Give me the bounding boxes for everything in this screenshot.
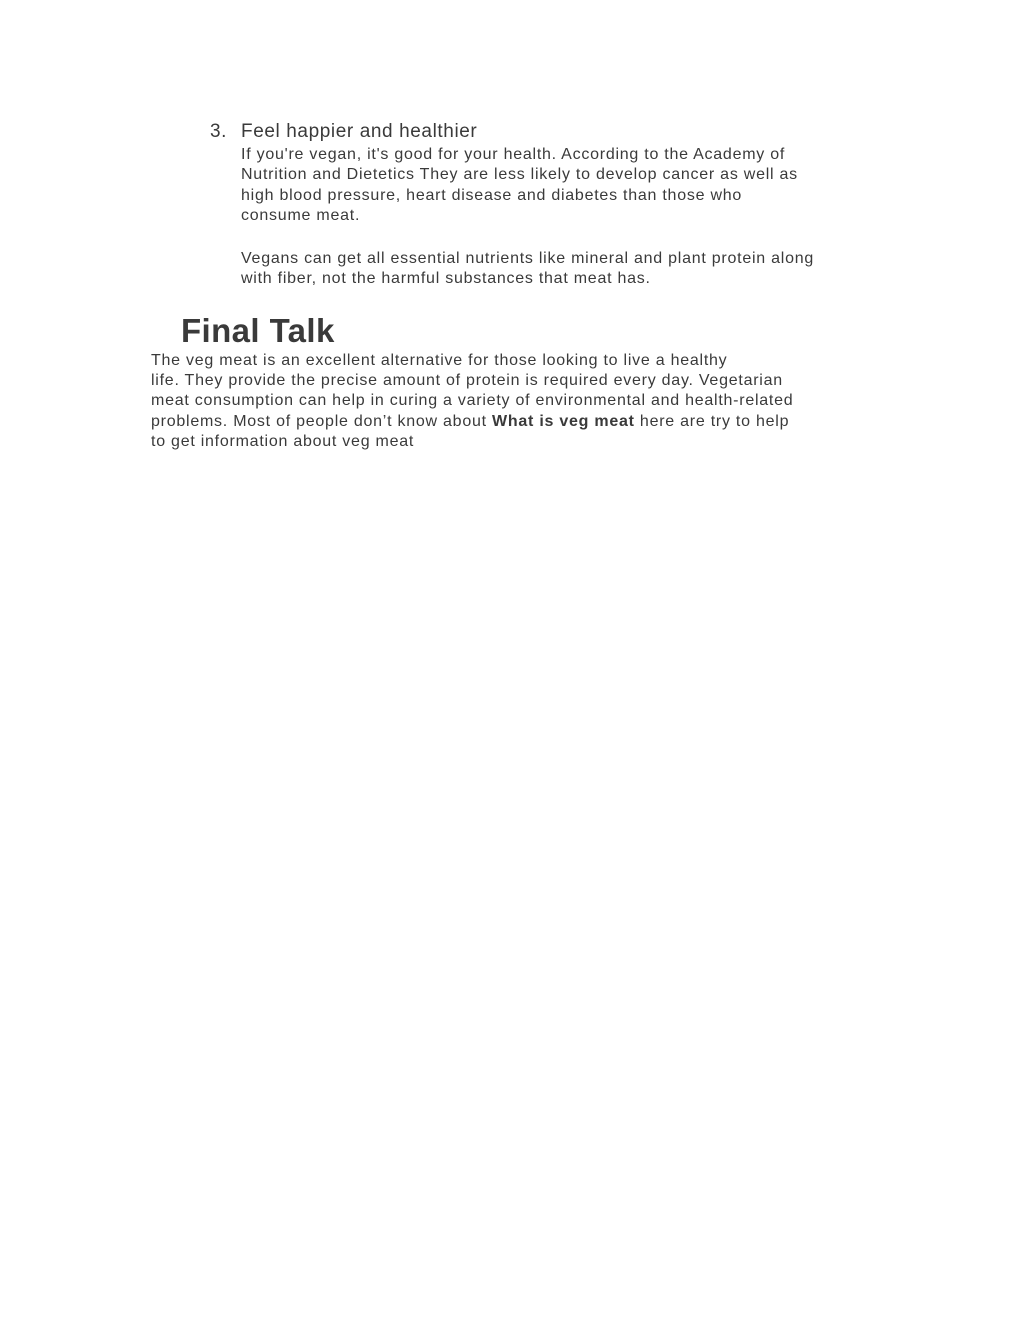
text-line: life. They provide the precise amount of protein is required every day. Vegetarian [151, 372, 783, 390]
text-line: with fiber, not the harmful substances that meat has. [241, 270, 651, 288]
text-fragment: here are try to help [634, 412, 790, 430]
text-fragment: problems. Most of people don’t know about [151, 412, 493, 430]
text-line: Vegans can get all essential nutrients like mineral and plant protein along [241, 250, 815, 267]
text-line [151, 412, 896, 432]
section-paragraph [151, 351, 896, 452]
list-item-number: 3. [210, 121, 228, 142]
text-line: The veg meat is an excellent alternative for those looking to live a healthy [151, 352, 728, 369]
text-line: meat consumption can help in curing a variety of environmental and health-related [151, 392, 794, 410]
text-line: If you're vegan, it's good for your health. According to the Academy of [241, 146, 786, 163]
bold-keyword: What is veg meat [492, 412, 635, 430]
section-heading: Final Talk [181, 312, 335, 349]
list-item-heading: Feel happier and healthier [241, 121, 478, 142]
text-line: to get information about veg meat [151, 432, 415, 450]
text-line: high blood pressure, heart disease and diabetes than those who [241, 186, 743, 204]
list-item-paragraph [241, 249, 909, 290]
text-line: Nutrition and Dietetics They are less likely to develop cancer as well as [241, 166, 798, 184]
text-line: consume meat. [241, 206, 361, 224]
list-item-paragraph [241, 145, 909, 226]
